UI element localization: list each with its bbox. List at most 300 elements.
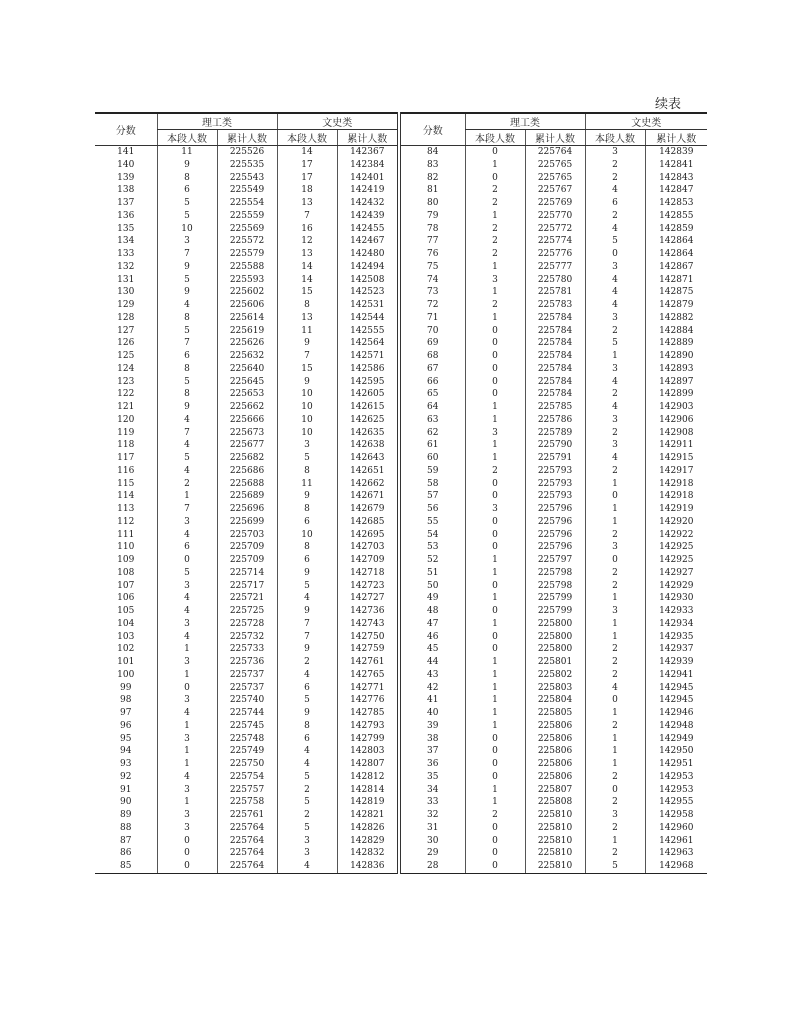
arts-seg-count-cell: 4 [585,376,645,389]
science-cum-count-cell: 225696 [217,503,277,516]
arts-seg-count-cell: 1 [585,618,645,631]
arts-cum-count-cell: 142571 [337,350,399,363]
arts-seg-count-cell: 2 [585,656,645,669]
science-cum-count-cell: 225810 [525,822,585,835]
science-cum-count-cell: 225810 [525,835,585,848]
arts-cum-count-cell: 142564 [337,337,399,350]
science-cum-count-cell: 225682 [217,452,277,465]
arts-cum-count-cell: 142776 [337,694,399,707]
arts-seg-count-cell: 18 [277,184,337,197]
arts-seg-count-cell: 3 [585,261,645,274]
score-cell: 115 [117,478,135,489]
science-seg-count-cell: 2 [465,197,525,210]
arts-cum-count-cell: 142853 [645,197,707,210]
arts-seg-count-cell: 14 [277,261,337,274]
science-seg-count-cell: 0 [465,388,525,401]
score-cell: 57 [399,490,465,503]
table-row [95,784,707,797]
table-row [95,299,707,312]
science-cum-count-cell: 225737 [217,669,277,682]
science-cum-count-header: 累计人数 [217,130,277,146]
science-cum-count-cell: 225535 [217,159,277,172]
science-seg-count-cell: 0 [465,350,525,363]
score-header: 分数 [399,113,465,146]
score-cell: 107 [117,580,135,591]
science-seg-count-cell: 5 [157,376,217,389]
science-seg-count-cell: 4 [157,631,217,644]
science-cum-count-cell: 225791 [525,452,585,465]
science-cum-count-cell: 225549 [217,184,277,197]
arts-seg-count-cell: 4 [277,758,337,771]
science-seg-count-cell: 2 [465,299,525,312]
science-cum-count-cell: 225709 [217,554,277,567]
score-cell: 54 [399,529,465,542]
arts-cum-count-cell: 142480 [337,248,399,261]
table-row [95,376,707,389]
science-cum-count-cell: 225764 [217,835,277,848]
arts-seg-count-cell: 0 [585,784,645,797]
score-cell: 121 [117,402,135,412]
arts-cum-count-cell: 142890 [645,350,707,363]
score-cell: 93 [120,759,132,769]
arts-seg-count-cell: 2 [277,784,337,797]
score-cell: 73 [399,286,465,299]
arts-seg-count-cell: 2 [585,325,645,338]
science-seg-count-cell: 1 [157,796,217,809]
arts-cum-count-cell: 142911 [645,439,707,452]
arts-seg-count-cell: 2 [585,529,645,542]
score-cell: 44 [399,656,465,669]
science-seg-count-cell: 3 [157,733,217,746]
science-seg-count-cell: 2 [465,235,525,248]
score-cell: 38 [399,733,465,746]
table-row [95,465,707,478]
arts-seg-count-cell: 7 [277,350,337,363]
score-cell: 53 [399,541,465,554]
science-seg-count-cell: 3 [157,618,217,631]
score-cell: 89 [120,810,132,820]
score-cell: 61 [399,439,465,452]
science-seg-count-cell: 0 [465,516,525,529]
arts-cum-count-cell: 142946 [645,707,707,720]
science-cum-count-cell: 225725 [217,605,277,618]
science-seg-count-cell: 1 [465,720,525,733]
science-seg-count-cell: 8 [157,312,217,325]
arts-cum-count-cell: 142671 [337,490,399,503]
science-header: 理工类 [157,113,277,130]
score-cell: 111 [117,529,135,540]
science-seg-count-cell: 0 [157,682,217,695]
table-row [95,452,707,465]
table-row [95,414,707,427]
science-cum-count-cell: 225588 [217,261,277,274]
science-cum-count-cell: 225793 [525,478,585,491]
score-cell: 51 [399,567,465,580]
science-cum-count-cell: 225789 [525,427,585,440]
science-seg-count-cell: 1 [465,554,525,567]
science-seg-count-cell: 1 [465,159,525,172]
arts-seg-count-cell: 5 [277,771,337,784]
arts-cum-count-cell: 142432 [337,197,399,210]
science-seg-count-cell: 7 [157,427,217,440]
table-row [95,656,707,669]
table-row [95,261,707,274]
table-row [95,439,707,452]
score-cell: 95 [120,733,132,744]
science-seg-count-cell: 0 [465,733,525,746]
science-seg-count-cell: 0 [465,860,525,873]
score-cell: 45 [399,643,465,656]
table-row [95,172,707,185]
science-cum-count-cell: 225780 [525,274,585,287]
table-body [95,146,707,874]
science-cum-count-cell: 225761 [217,809,277,822]
science-seg-count-cell: 8 [157,363,217,376]
science-seg-count-cell: 0 [465,146,525,159]
arts-seg-count-header: 本段人数 [585,130,645,146]
science-cum-count-cell: 225767 [525,184,585,197]
arts-cum-count-cell: 142859 [645,223,707,236]
science-seg-count-header: 本段人数 [157,130,217,146]
arts-cum-count-cell: 142960 [645,822,707,835]
arts-seg-count-cell: 6 [585,197,645,210]
arts-cum-count-cell: 142718 [337,567,399,580]
arts-cum-count-cell: 142953 [645,784,707,797]
science-cum-count-cell: 225786 [525,414,585,427]
arts-seg-count-cell: 3 [585,439,645,452]
arts-cum-count-cell: 142908 [645,427,707,440]
arts-cum-count-cell: 142933 [645,605,707,618]
arts-seg-count-cell: 4 [585,223,645,236]
score-cell: 66 [399,376,465,389]
arts-cum-count-cell: 142793 [337,720,399,733]
score-header: 分数 [95,113,157,146]
score-cell: 139 [117,172,135,183]
arts-cum-count-cell: 142638 [337,439,399,452]
science-cum-count-cell: 225619 [217,325,277,338]
science-cum-count-cell: 225806 [525,745,585,758]
arts-cum-count-cell: 142679 [337,503,399,516]
arts-cum-count-cell: 142958 [645,809,707,822]
science-cum-count-cell: 225602 [217,286,277,299]
science-cum-count-cell: 225784 [525,325,585,338]
score-cell: 126 [117,338,135,349]
score-cell: 34 [399,784,465,797]
arts-seg-count-cell: 2 [585,159,645,172]
science-cum-count-cell: 225799 [525,592,585,605]
score-cell: 100 [117,669,135,680]
arts-cum-count-cell: 142929 [645,580,707,593]
science-cum-count-cell: 225757 [217,784,277,797]
score-cell: 29 [399,847,465,860]
score-cell: 33 [399,796,465,809]
arts-cum-count-cell: 142439 [337,210,399,223]
arts-seg-count-cell: 9 [277,376,337,389]
score-cell: 35 [399,771,465,784]
arts-cum-count-cell: 142917 [645,465,707,478]
science-seg-count-cell: 5 [157,274,217,287]
score-cell: 137 [117,198,135,208]
arts-seg-count-cell: 4 [585,274,645,287]
score-cell: 67 [399,363,465,376]
score-cell: 46 [399,631,465,644]
arts-seg-count-cell: 2 [585,643,645,656]
science-seg-count-cell: 1 [465,682,525,695]
score-cell: 68 [399,350,465,363]
arts-cum-count-header: 累计人数 [645,130,707,146]
science-cum-count-cell: 225784 [525,376,585,389]
science-cum-count-cell: 225777 [525,261,585,274]
science-seg-count-cell: 3 [157,580,217,593]
science-seg-count-cell: 1 [157,720,217,733]
arts-seg-count-cell: 3 [585,605,645,618]
science-seg-count-cell: 2 [465,248,525,261]
arts-cum-count-cell: 142843 [645,172,707,185]
science-cum-count-cell: 225806 [525,733,585,746]
table-row [95,337,707,350]
arts-cum-count-cell: 142750 [337,631,399,644]
arts-seg-count-cell: 7 [277,631,337,644]
arts-cum-count-cell: 142826 [337,822,399,835]
score-cell: 103 [117,631,135,642]
science-seg-count-cell: 7 [157,503,217,516]
arts-cum-count-cell: 142643 [337,452,399,465]
table-row [95,184,707,197]
science-cum-count-cell: 225770 [525,210,585,223]
arts-cum-count-cell: 142821 [337,809,399,822]
score-cell: 40 [399,707,465,720]
table-row [95,503,707,516]
table-row [95,363,707,376]
arts-cum-count-cell: 142955 [645,796,707,809]
science-cum-count-cell: 225640 [217,363,277,376]
table-row [95,325,707,338]
science-cum-count-cell: 225808 [525,796,585,809]
arts-seg-count-cell: 2 [585,771,645,784]
science-seg-count-cell: 8 [157,172,217,185]
score-cell: 62 [399,427,465,440]
arts-cum-count-cell: 142508 [337,274,399,287]
arts-seg-count-cell: 2 [277,809,337,822]
score-cell: 81 [399,184,465,197]
science-seg-count-cell: 0 [465,363,525,376]
arts-cum-count-cell: 142455 [337,223,399,236]
science-cum-count-cell: 225737 [217,682,277,695]
arts-cum-count-cell: 142930 [645,592,707,605]
science-seg-count-cell: 1 [157,745,217,758]
arts-cum-count-cell: 142941 [645,669,707,682]
table-row [95,490,707,503]
score-cell: 132 [117,261,135,272]
science-seg-count-cell: 9 [157,261,217,274]
arts-cum-count-cell: 142903 [645,401,707,414]
table-row [95,146,707,159]
score-cell: 125 [117,351,135,361]
science-cum-count-cell: 225802 [525,669,585,682]
arts-cum-count-cell: 142918 [645,490,707,503]
science-seg-count-cell: 4 [157,465,217,478]
science-seg-count-cell: 3 [157,516,217,529]
score-cell: 128 [117,312,135,323]
arts-seg-count-cell: 3 [585,312,645,325]
arts-seg-count-cell: 9 [277,490,337,503]
arts-seg-count-cell: 5 [277,796,337,809]
arts-cum-count-cell: 142605 [337,388,399,401]
science-seg-count-cell: 4 [157,592,217,605]
arts-cum-count-cell: 142814 [337,784,399,797]
science-seg-count-cell: 0 [465,172,525,185]
arts-cum-count-cell: 142963 [645,847,707,860]
science-seg-count-cell: 3 [157,784,217,797]
arts-cum-count-cell: 142951 [645,758,707,771]
science-cum-count-cell: 225784 [525,312,585,325]
arts-cum-count-cell: 142685 [337,516,399,529]
science-seg-count-cell: 0 [465,835,525,848]
science-cum-count-cell: 225774 [525,235,585,248]
arts-seg-count-cell: 2 [585,172,645,185]
arts-cum-count-cell: 142939 [645,656,707,669]
arts-cum-count-cell: 142771 [337,682,399,695]
score-cell: 136 [117,210,135,221]
score-cell: 86 [120,848,132,859]
science-cum-count-cell: 225717 [217,580,277,593]
arts-seg-count-cell: 4 [277,592,337,605]
table-row [95,274,707,287]
science-cum-count-cell: 225784 [525,363,585,376]
table-row [95,541,707,554]
table-row [95,809,707,822]
arts-seg-count-cell: 15 [277,286,337,299]
arts-seg-count-cell: 9 [277,605,337,618]
arts-seg-count-cell: 5 [277,580,337,593]
arts-seg-count-cell: 0 [585,554,645,567]
arts-cum-count-cell: 142803 [337,745,399,758]
table-row [95,529,707,542]
arts-seg-count-cell: 8 [277,299,337,312]
science-cum-count-cell: 225799 [525,605,585,618]
arts-cum-count-cell: 142832 [337,847,399,860]
score-cell: 60 [399,452,465,465]
science-cum-count-cell: 225807 [525,784,585,797]
arts-seg-count-cell: 0 [585,248,645,261]
table-row [95,350,707,363]
score-cell: 91 [120,784,132,795]
arts-seg-count-cell: 10 [277,427,337,440]
science-seg-count-cell: 1 [465,210,525,223]
science-cum-count-cell: 225666 [217,414,277,427]
arts-cum-count-cell: 142882 [645,312,707,325]
arts-cum-count-cell: 142662 [337,478,399,491]
arts-seg-count-cell: 13 [277,197,337,210]
science-seg-count-cell: 0 [465,478,525,491]
arts-seg-count-cell: 2 [585,720,645,733]
table-row [95,796,707,809]
score-cell: 70 [399,325,465,338]
science-seg-count-cell: 1 [465,452,525,465]
science-cum-count-cell: 225796 [525,529,585,542]
science-cum-count-cell: 225579 [217,248,277,261]
arts-cum-count-cell: 142915 [645,452,707,465]
arts-seg-count-cell: 4 [585,682,645,695]
arts-cum-count-cell: 142367 [337,146,399,159]
science-seg-count-cell: 1 [465,656,525,669]
science-seg-count-cell: 2 [465,223,525,236]
score-cell: 83 [399,159,465,172]
arts-seg-count-cell: 5 [277,452,337,465]
science-seg-count-cell: 5 [157,567,217,580]
table-row [95,554,707,567]
score-cell: 135 [117,223,135,234]
science-seg-count-cell: 1 [465,669,525,682]
table-row [95,733,707,746]
arts-seg-count-cell: 4 [277,669,337,682]
arts-cum-count-cell: 142555 [337,325,399,338]
table-row [95,605,707,618]
arts-seg-count-cell: 2 [585,210,645,223]
score-cell: 63 [399,414,465,427]
science-seg-count-cell: 4 [157,771,217,784]
science-seg-count-cell: 0 [465,541,525,554]
arts-cum-count-cell: 142799 [337,733,399,746]
table-row [95,401,707,414]
table-row [95,427,707,440]
science-seg-count-cell: 1 [465,401,525,414]
arts-cum-count-cell: 142871 [645,274,707,287]
score-cell: 30 [399,835,465,848]
score-cell: 79 [399,210,465,223]
arts-cum-count-cell: 142864 [645,235,707,248]
science-cum-count-cell: 225796 [525,503,585,516]
science-cum-count-cell: 225728 [217,618,277,631]
arts-cum-count-cell: 142819 [337,796,399,809]
score-cell: 118 [117,440,135,451]
arts-seg-count-cell: 2 [585,427,645,440]
score-cell: 90 [120,797,132,808]
science-cum-count-cell: 225764 [217,847,277,860]
arts-cum-count-cell: 142523 [337,286,399,299]
science-cum-count-cell: 225614 [217,312,277,325]
science-seg-count-cell: 4 [157,707,217,720]
science-cum-count-cell: 225626 [217,337,277,350]
arts-seg-count-cell: 12 [277,235,337,248]
arts-cum-count-cell: 142635 [337,427,399,440]
score-cell: 117 [117,453,135,463]
science-seg-count-cell: 6 [157,184,217,197]
arts-seg-count-cell: 8 [277,503,337,516]
science-cum-count-cell: 225810 [525,847,585,860]
science-seg-count-cell: 0 [465,337,525,350]
arts-cum-count-cell: 142897 [645,376,707,389]
table-row [95,860,707,873]
arts-seg-count-cell: 10 [277,401,337,414]
arts-seg-count-cell: 9 [277,337,337,350]
science-seg-count-cell: 9 [157,159,217,172]
arts-seg-count-cell: 2 [585,465,645,478]
science-seg-count-cell: 1 [157,669,217,682]
arts-cum-count-cell: 142615 [337,401,399,414]
science-seg-count-cell: 9 [157,286,217,299]
science-seg-count-cell: 1 [157,643,217,656]
science-cum-count-cell: 225559 [217,210,277,223]
table-row [95,567,707,580]
arts-seg-count-cell: 14 [277,274,337,287]
arts-seg-count-cell: 11 [277,478,337,491]
science-cum-count-cell: 225797 [525,554,585,567]
score-cell: 108 [117,567,135,578]
science-cum-count-cell: 225758 [217,796,277,809]
score-cell: 82 [399,172,465,185]
arts-seg-count-cell: 3 [277,439,337,452]
